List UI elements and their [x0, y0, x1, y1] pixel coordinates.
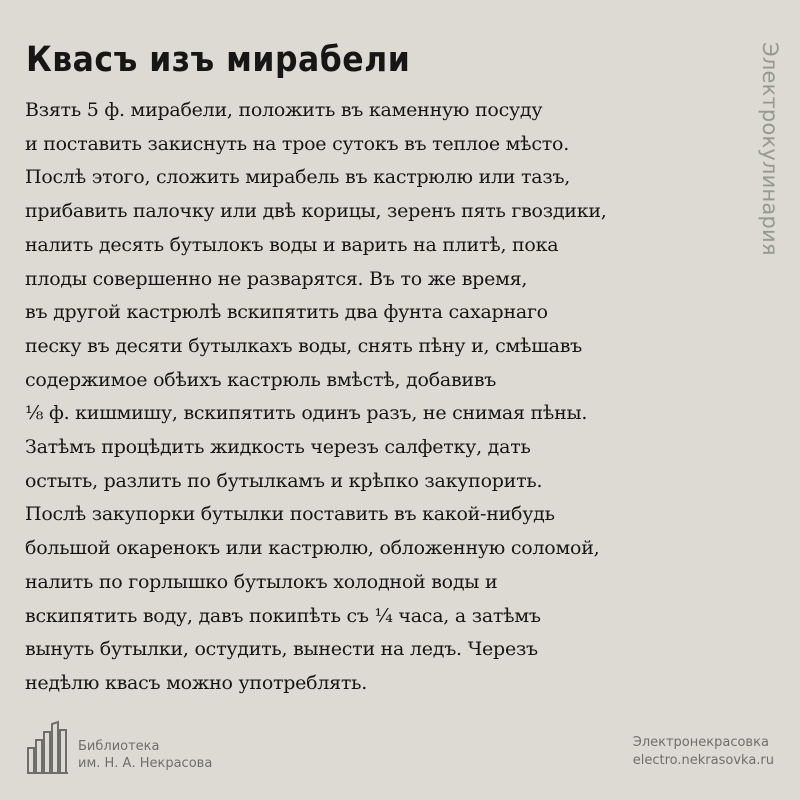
- recipe-text: [25, 94, 725, 701]
- recipe-line: вынуть бутылки, остудить, вынести на ледъ. Черезъ: [25, 638, 538, 661]
- category-label: Электрокулинария: [758, 42, 782, 256]
- recipe-line: Послѣ этого, сложить мирабель въ кастрюлю или тазъ,: [25, 166, 571, 189]
- recipe-line: вскипятить воду, давъ покипѣть съ ¼ часа, а затѣмъ: [25, 604, 541, 627]
- page-title: Квасъ изъ мирабели: [26, 40, 411, 80]
- recipe-line: остыть, разлить по бутылкамъ и крѣпко закупорить.: [25, 469, 543, 492]
- recipe-line: недѣлю квасъ можно употреблять.: [25, 671, 368, 694]
- library-name-line1: Библиотека: [78, 739, 160, 754]
- recipe-line: налить по горлышко бутылокъ холодной воды и: [25, 570, 498, 593]
- recipe-line: и поставить закиснуть на трое сутокъ въ теплое мѣсто.: [25, 132, 570, 155]
- recipe-line: Послѣ закупорки бутылки поставить въ какой-нибудь: [25, 503, 555, 526]
- recipe-line: ⅛ ф. кишмишу, вскипятить одинъ разъ, не снимая пѣны.: [25, 402, 588, 425]
- recipe-line: прибавить палочку или двѣ корицы, зеренъ пять гвоздики,: [25, 200, 607, 223]
- recipe-line: плоды совершенно не разварятся. Въ то же время,: [25, 267, 528, 290]
- recipe-line: песку въ десяти бутылкахъ воды, снять пѣну и, смѣшавъ: [25, 334, 582, 357]
- recipe-line: Затѣмъ процѣдить жидкость черезъ салфетку, дать: [25, 436, 531, 459]
- project-name: Электронекрасовка: [632, 735, 769, 750]
- recipe-line: въ другой кастрюлѣ вскипятить два фунта сахарнаго: [25, 301, 548, 324]
- recipe-line: Взять 5 ф. мирабели, положить въ каменную посуду: [25, 99, 543, 121]
- project-credit: [633, 734, 774, 770]
- library-books-logo-icon: [26, 718, 70, 774]
- recipe-line: содержимое обѣихъ кастрюль вмѣстѣ, добавивъ: [25, 368, 497, 391]
- library-credit: [26, 718, 212, 774]
- recipe-line: налить десять бутылокъ воды и варить на плитѣ, пока: [25, 233, 559, 256]
- project-url[interactable]: electro.nekrasovka.ru: [632, 753, 774, 768]
- library-name: [78, 738, 212, 774]
- library-name-line2: им. Н. А. Некрасова: [78, 756, 213, 771]
- recipe-line: большой окаренокъ или кастрюлю, обложенную соломой,: [25, 537, 600, 560]
